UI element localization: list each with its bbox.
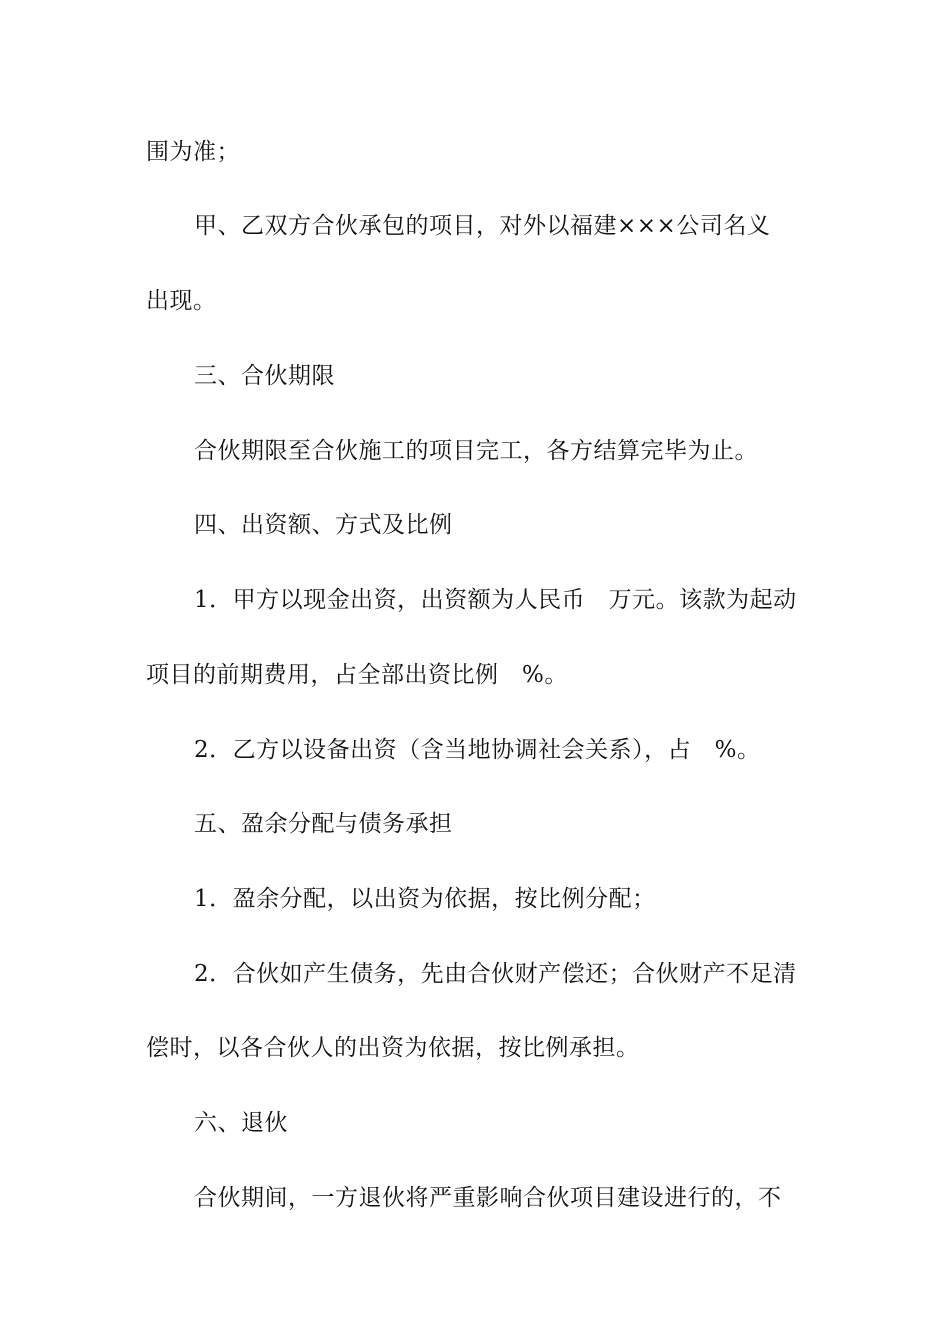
- paragraph-line: 2．合伙如产生债务，先由合伙财产偿还；合伙财产不足清: [194, 961, 797, 987]
- paragraph-line: 围为准；: [146, 139, 240, 165]
- paragraph-line: 合伙期间，一方退伙将严重影响合伙项目建设进行的，不: [194, 1185, 782, 1211]
- section-heading: 三、合伙期限: [194, 363, 335, 389]
- paragraph-line: 出现。: [146, 288, 217, 314]
- paragraph-line: 偿时，以各合伙人的出资为依据，按比例承担。: [146, 1035, 640, 1061]
- section-heading: 六、退伙: [194, 1110, 288, 1136]
- section-heading: 四、出资额、方式及比例: [194, 512, 453, 538]
- section-heading: 五、盈余分配与债务承担: [194, 811, 453, 837]
- paragraph-line: 1．甲方以现金出资，出资额为人民币 万元。该款为起动: [194, 587, 797, 613]
- paragraph-line: 2．乙方以设备出资（含当地协调社会关系），占 %。: [194, 737, 761, 763]
- paragraph-line: 甲、乙双方合伙承包的项目，对外以福建×××公司名义: [194, 213, 771, 239]
- paragraph-line: 项目的前期费用，占全部出资比例 %。: [146, 662, 568, 688]
- paragraph-line: 1．盈余分配，以出资为依据，按比例分配；: [194, 886, 656, 912]
- paragraph-line: 合伙期限至合伙施工的项目完工，各方结算完毕为止。: [194, 438, 758, 464]
